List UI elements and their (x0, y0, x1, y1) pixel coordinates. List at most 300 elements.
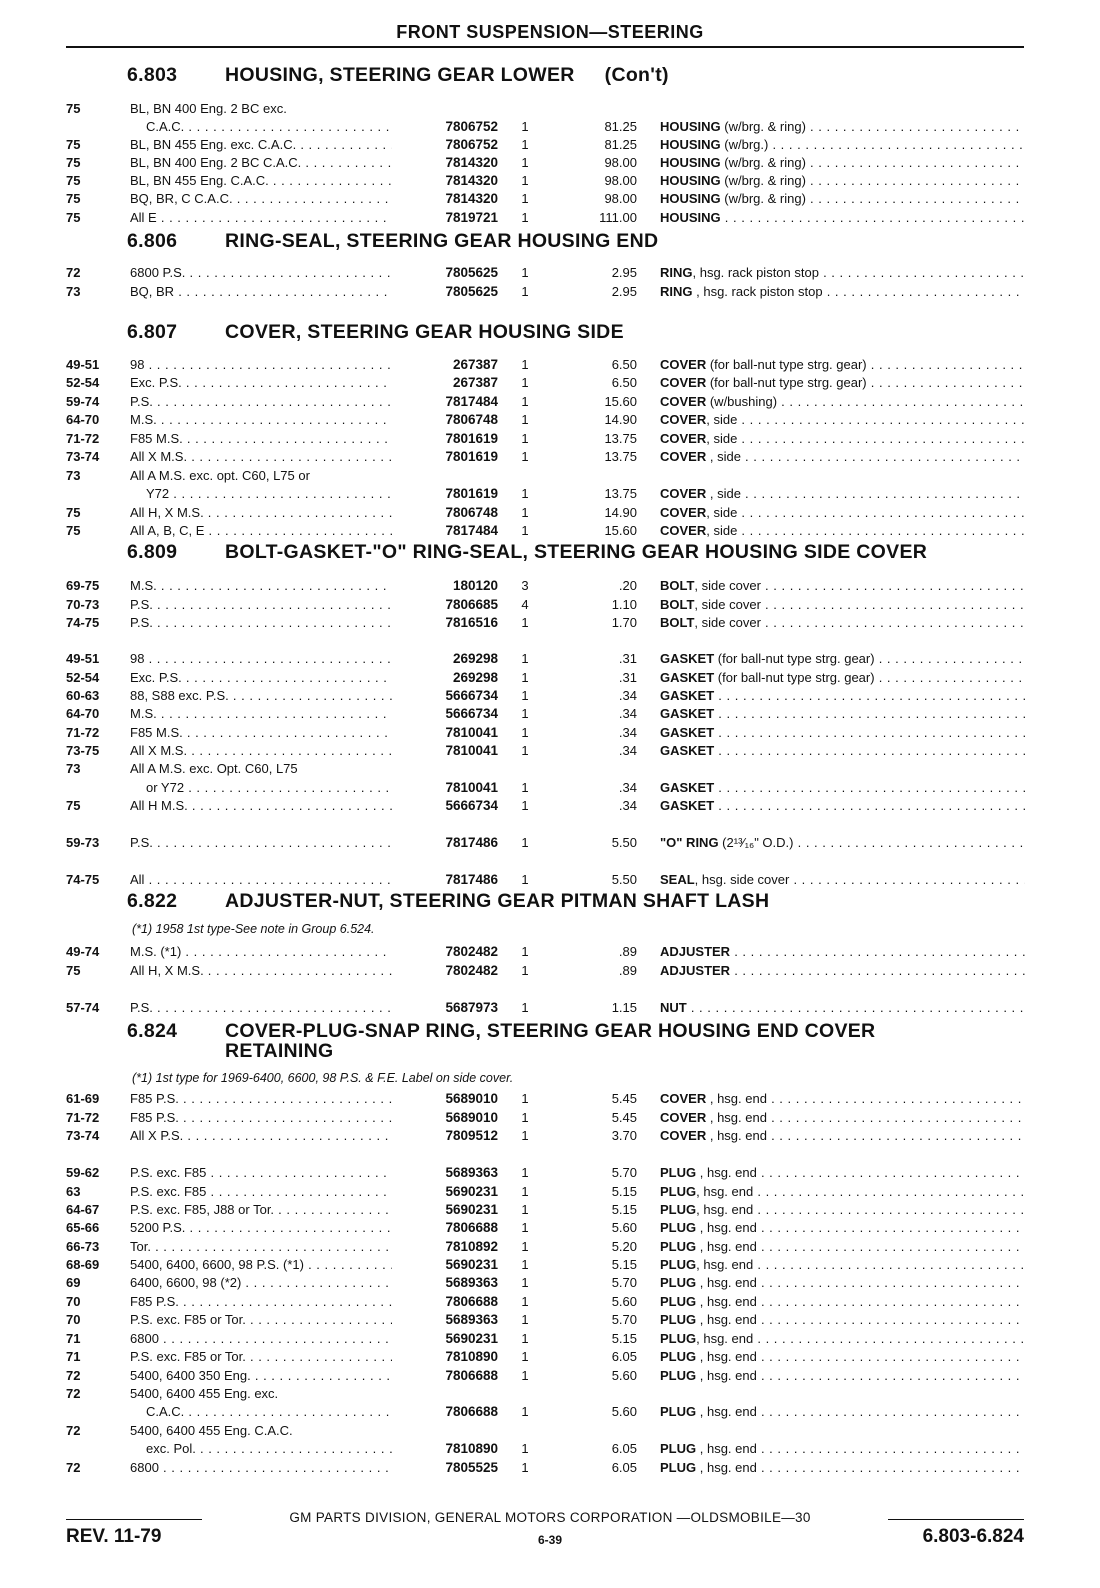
row-description (660, 1403, 1025, 1421)
table-row (0, 100, 1100, 118)
row-price: 5.70 (611, 1275, 637, 1290)
footer-page-number: 6-39 (537, 1533, 563, 1547)
row-price: 5.60 (611, 1294, 637, 1309)
row-description-name: ADJUSTER (660, 963, 731, 978)
row-quantity: 1 (521, 780, 529, 795)
row-description-name: ADJUSTER (660, 944, 731, 959)
row-quantity: 1 (521, 743, 529, 758)
row-description-detail: , hsg. end . . . (696, 1294, 1025, 1309)
row-years: 69 (66, 1275, 81, 1290)
row-part-number: 7806752 (445, 137, 498, 152)
section-number: 6.803 (127, 64, 178, 86)
row-years: 72 (66, 1386, 81, 1401)
row-application: C.A.C. . . . (146, 118, 392, 136)
table-row (0, 1385, 1100, 1403)
row-description (660, 724, 1025, 742)
row-part-number: 5687973 (445, 1000, 498, 1015)
row-description-detail: , hsg. end . . . (696, 1404, 1025, 1419)
row-description (660, 1348, 1025, 1366)
row-application: P.S. exc. F85 or Tor. . . . (130, 1311, 392, 1329)
row-part-number: 7810041 (445, 725, 498, 740)
row-quantity: 1 (521, 173, 529, 188)
table-row (0, 1367, 1100, 1385)
row-price: .31 (618, 670, 637, 685)
row-price: 13.75 (604, 449, 637, 464)
row-part-number: 7814320 (445, 173, 498, 188)
row-description-name: GASKET (660, 706, 715, 721)
row-description-name: SEAL (660, 872, 695, 887)
row-description (660, 504, 1025, 522)
row-years: 72 (66, 1368, 81, 1383)
row-years: 59-62 (66, 1165, 100, 1180)
row-description (660, 448, 1025, 466)
row-quantity: 1 (521, 1257, 529, 1272)
footer-publisher: GM PARTS DIVISION, GENERAL MOTORS CORPORATION —OLDSMOBILE—30 (289, 1510, 811, 1525)
section-note: (*1) 1st type for 1969-6400, 6600, 98 P.S. & F.E. Label on side cover. (132, 1071, 514, 1085)
row-quantity: 1 (521, 706, 529, 721)
row-description-detail: , hsg. side cover . . . (695, 872, 1025, 887)
table-row (0, 962, 1100, 980)
row-description (660, 393, 1025, 411)
row-part-number: 7817486 (445, 872, 498, 887)
row-price: .34 (618, 688, 637, 703)
row-part-number: 7810890 (445, 1349, 498, 1364)
row-part-number: 7806748 (445, 505, 498, 520)
row-quantity: 1 (521, 505, 529, 520)
row-years: 75 (66, 101, 81, 116)
row-years: 64-67 (66, 1202, 100, 1217)
row-part-number: 7801619 (445, 431, 498, 446)
table-row (0, 1440, 1100, 1458)
row-description (660, 154, 1025, 172)
row-application: Tor. . . . (130, 1238, 392, 1256)
row-years: 75 (66, 523, 81, 538)
row-years: 73 (66, 284, 81, 299)
row-description (660, 742, 1025, 760)
table-row (0, 999, 1100, 1017)
row-description-detail (730, 963, 1025, 978)
row-quantity: 1 (521, 688, 529, 703)
row-description-detail: , side . . . (706, 523, 1025, 538)
row-quantity: 1 (521, 1441, 529, 1456)
table-row (0, 742, 1100, 760)
table-row (0, 1219, 1100, 1237)
row-price: 5.60 (611, 1368, 637, 1383)
section-title-line2: RETAINING (225, 1040, 334, 1062)
row-description-detail (714, 706, 1025, 721)
row-years: 72 (66, 265, 81, 280)
row-price: 2.95 (611, 284, 637, 299)
row-description (660, 1090, 1025, 1108)
row-description (660, 136, 1025, 154)
row-part-number: 5666734 (445, 688, 498, 703)
row-quantity: 1 (521, 670, 529, 685)
row-description-detail: , hsg. end . . . (696, 1331, 1025, 1346)
section-title-text: COVER-PLUG-SNAP RING, STEERING GEAR HOUSING END COVER (225, 1020, 876, 1042)
row-price: .89 (618, 944, 637, 959)
row-part-number: 269298 (452, 670, 498, 685)
row-quantity: 1 (521, 615, 529, 630)
row-application: Y72 . . . (146, 485, 392, 503)
row-description-detail: , hsg. end . . . (696, 1312, 1025, 1327)
row-description-detail: (w/bushing) . . . (706, 394, 1025, 409)
table-row (0, 834, 1100, 852)
row-application: 5400, 6400 455 Eng. exc. (130, 1386, 279, 1401)
row-quantity: 1 (521, 1091, 529, 1106)
row-description-name: COVER (660, 523, 707, 538)
table-row (0, 1293, 1100, 1311)
table-row (0, 1274, 1100, 1292)
row-application: M.S. . . . (130, 411, 392, 429)
row-application: All X M.S. . . . (130, 448, 392, 466)
table-row (0, 1256, 1100, 1274)
row-description (660, 411, 1025, 429)
table-row (0, 943, 1100, 961)
row-part-number: 5690231 (445, 1184, 498, 1199)
section-number: 6.806 (127, 230, 178, 252)
table-row (0, 1459, 1100, 1477)
row-part-number: 7806688 (445, 1368, 498, 1383)
row-application: M.S. (*1) . . . (130, 943, 392, 961)
row-price: 6.50 (611, 375, 637, 390)
section-note: (*1) 1958 1st type-See note in Group 6.524. (132, 922, 375, 936)
row-description-name: PLUG (660, 1441, 697, 1456)
row-application: Exc. P.S. . . . (130, 669, 392, 687)
table-row (0, 669, 1100, 687)
table-row (0, 522, 1100, 540)
row-description-detail: (w/brg.) . . . (721, 137, 1025, 152)
row-price: 6.05 (611, 1441, 637, 1456)
row-description-name: BOLT (660, 578, 695, 593)
row-quantity: 1 (521, 1165, 529, 1180)
row-years: 71-72 (66, 1110, 100, 1125)
table-row (0, 356, 1100, 374)
table-row (0, 430, 1100, 448)
row-quantity: 1 (521, 944, 529, 959)
table-row (0, 1311, 1100, 1329)
row-quantity: 1 (521, 1349, 529, 1364)
section-title-text: HOUSING, STEERING GEAR LOWER (225, 64, 575, 86)
section-title-text: ADJUSTER-NUT, STEERING GEAR PITMAN SHAFT LASH (225, 890, 770, 912)
row-description (660, 264, 1025, 282)
row-years: 52-54 (66, 375, 100, 390)
page-header-title: FRONT SUSPENSION—STEERING (396, 22, 704, 42)
row-description-name: COVER (660, 1091, 707, 1106)
row-years: 75 (66, 155, 81, 170)
row-quantity: 1 (521, 210, 529, 225)
row-description-name: PLUG (660, 1312, 697, 1327)
section-title-text: RING-SEAL, STEERING GEAR HOUSING END (225, 230, 659, 252)
row-price: 5.60 (611, 1220, 637, 1235)
table-row (0, 264, 1100, 282)
row-description-name: COVER (660, 449, 707, 464)
row-application: All E . . . (130, 209, 392, 227)
row-price: .34 (618, 706, 637, 721)
row-description-detail: , hsg. end . . . (706, 1128, 1025, 1143)
row-description-detail (730, 944, 1025, 959)
row-description-name: HOUSING (660, 137, 721, 152)
row-years: 73-75 (66, 743, 100, 758)
row-application: P.S. exc. F85, J88 or Tor. . . . (130, 1201, 392, 1219)
row-application: 5400, 6400, 6600, 98 P.S. (*1) . . . (130, 1256, 392, 1274)
table-row (0, 779, 1100, 797)
row-description (660, 356, 1025, 374)
row-description (660, 172, 1025, 190)
row-part-number: 7817486 (445, 835, 498, 850)
row-description-detail: , hsg. rack piston stop . . . (693, 284, 1026, 299)
row-application: F85 P.S. . . . (130, 1293, 392, 1311)
row-description-detail (714, 743, 1025, 758)
row-application: F85 P.S. . . . (130, 1109, 392, 1127)
row-years: 75 (66, 505, 81, 520)
row-application: or Y72 . . . (146, 779, 392, 797)
table-row (0, 577, 1100, 595)
table-row (0, 1422, 1100, 1440)
row-application: All H, X M.S. . . . (130, 962, 392, 980)
row-description-name: RING (660, 265, 693, 280)
row-quantity: 1 (521, 1110, 529, 1125)
row-description (660, 614, 1025, 632)
row-application: BL, BN 455 Eng. exc. C.A.C. . . . (130, 136, 392, 154)
row-quantity: 1 (521, 1368, 529, 1383)
row-quantity: 1 (521, 265, 529, 280)
row-description-name: HOUSING (660, 191, 721, 206)
row-price: .34 (618, 743, 637, 758)
table-row (0, 118, 1100, 136)
row-application: P.S. . . . (130, 834, 392, 852)
row-years: 75 (66, 137, 81, 152)
row-quantity: 1 (521, 137, 529, 152)
row-part-number: 5689010 (445, 1091, 498, 1106)
row-application: P.S. . . . (130, 614, 392, 632)
row-application: 6800 . . . (130, 1330, 392, 1348)
row-part-number: 5689363 (445, 1165, 498, 1180)
row-price: 6.05 (611, 1460, 637, 1475)
row-application: All A M.S. exc. Opt. C60, L75 (130, 761, 298, 776)
row-quantity: 1 (521, 412, 529, 427)
row-years: 52-54 (66, 670, 100, 685)
section-heading (127, 1020, 876, 1062)
row-application: P.S. . . . (130, 596, 392, 614)
row-years: 69-75 (66, 578, 100, 593)
table-row (0, 1090, 1100, 1108)
table-row (0, 1183, 1100, 1201)
row-years: 70-73 (66, 597, 100, 612)
row-years: 73 (66, 761, 81, 776)
row-part-number: 5690231 (445, 1257, 498, 1272)
header-rule (66, 46, 1024, 48)
row-part-number: 7806752 (445, 119, 498, 134)
row-description (660, 577, 1025, 595)
row-quantity: 1 (521, 1220, 529, 1235)
row-application: P.S. exc. F85 . . . (130, 1164, 392, 1182)
row-quantity: 1 (521, 357, 529, 372)
row-description-detail: , hsg. end . . . (696, 1239, 1025, 1254)
row-description-detail: , hsg. end . . . (696, 1165, 1025, 1180)
row-part-number: 5666734 (445, 798, 498, 813)
row-description-detail: , hsg. end . . . (696, 1460, 1025, 1475)
row-description-detail: , hsg. end . . . (696, 1257, 1025, 1272)
row-application: 6800 P.S. . . . (130, 264, 392, 282)
row-description (660, 485, 1025, 503)
row-part-number: 5690231 (445, 1331, 498, 1346)
row-application: All X P.S. . . . (130, 1127, 392, 1145)
section-heading (127, 542, 927, 562)
row-description (660, 999, 1025, 1017)
row-price: 5.15 (611, 1202, 637, 1217)
row-description (660, 1201, 1025, 1219)
section-number: 6.824 (127, 1020, 178, 1042)
row-part-number: 7810892 (445, 1239, 498, 1254)
row-part-number: 7806688 (445, 1220, 498, 1235)
row-description (660, 650, 1025, 668)
row-description-name: COVER (660, 1110, 707, 1125)
table-row (0, 190, 1100, 208)
table-row (0, 1403, 1100, 1421)
row-description-detail: (w/brg. & ring) . . . (721, 173, 1025, 188)
row-price: 15.60 (604, 394, 637, 409)
row-price: 98.00 (604, 173, 637, 188)
row-description-name: PLUG (660, 1257, 697, 1272)
footer-section-range: 6.803-6.824 (922, 1526, 1024, 1547)
row-description-name: COVER (660, 394, 707, 409)
row-description (660, 1164, 1025, 1182)
row-price: 2.95 (611, 265, 637, 280)
row-quantity: 1 (521, 1202, 529, 1217)
row-part-number: 7806688 (445, 1404, 498, 1419)
row-part-number: 7806688 (445, 1294, 498, 1309)
row-price: 5.45 (611, 1091, 637, 1106)
row-application: BL, BN 455 Eng. C.A.C. . . . (130, 172, 392, 190)
row-description-name: HOUSING (660, 119, 721, 134)
section-number: 6.822 (127, 890, 178, 912)
row-quantity: 1 (521, 431, 529, 446)
row-application: BL, BN 400 Eng. 2 BC exc. (130, 101, 287, 116)
row-price: 14.90 (604, 505, 637, 520)
row-price: 14.90 (604, 412, 637, 427)
row-price: 1.10 (611, 597, 637, 612)
row-description-name: GASKET (660, 688, 715, 703)
row-application: P.S. exc. F85 . . . (130, 1183, 392, 1201)
row-description-name: PLUG (660, 1294, 697, 1309)
row-application: BQ, BR, C C.A.C. . . . (130, 190, 392, 208)
row-years: 49-74 (66, 944, 100, 959)
row-quantity: 3 (521, 578, 529, 593)
row-years: 49-51 (66, 357, 100, 372)
table-row (0, 1201, 1100, 1219)
row-years: 74-75 (66, 615, 100, 630)
row-description (660, 283, 1025, 301)
row-years: 71 (66, 1331, 81, 1346)
row-description-detail: (2¹³⁄₁₆" O.D.) . . . (719, 835, 1025, 850)
row-description-detail: , side cover . . . (694, 615, 1025, 630)
row-description-name: PLUG (660, 1331, 697, 1346)
row-description (660, 871, 1025, 889)
table-row (0, 448, 1100, 466)
table-row (0, 687, 1100, 705)
row-years: 66-73 (66, 1239, 100, 1254)
row-description-detail: (for ball-nut type strg. gear) . . . (714, 670, 1025, 685)
row-quantity: 1 (521, 963, 529, 978)
row-quantity: 1 (521, 651, 529, 666)
row-quantity: 1 (521, 872, 529, 887)
row-description-name: PLUG (660, 1202, 697, 1217)
row-quantity: 1 (521, 523, 529, 538)
row-application: F85 M.S. . . . (130, 430, 392, 448)
row-description-detail (714, 798, 1025, 813)
row-application: 98 . . . (130, 650, 392, 668)
row-part-number: 5690231 (445, 1202, 498, 1217)
row-description (660, 1311, 1025, 1329)
row-description-name: PLUG (660, 1368, 697, 1383)
row-years: 75 (66, 798, 81, 813)
row-description (660, 1274, 1025, 1292)
row-years: 59-74 (66, 394, 100, 409)
row-description (660, 1330, 1025, 1348)
row-price: 13.75 (604, 431, 637, 446)
row-description-name: PLUG (660, 1165, 697, 1180)
row-years: 75 (66, 173, 81, 188)
row-price: 98.00 (604, 191, 637, 206)
row-quantity: 1 (521, 486, 529, 501)
row-application: M.S. . . . (130, 705, 392, 723)
row-price: 81.25 (604, 137, 637, 152)
row-application: All A, B, C, E . . . (130, 522, 392, 540)
row-price: .34 (618, 780, 637, 795)
row-price: 111.00 (599, 210, 637, 225)
row-description-detail: , hsg. end . . . (706, 1091, 1025, 1106)
row-description (660, 943, 1025, 961)
row-description-name: GASKET (660, 670, 715, 685)
row-part-number: 7805525 (445, 1460, 498, 1475)
footer-revision: REV. 11-79 (66, 1526, 162, 1547)
row-years: 63 (66, 1184, 81, 1199)
row-application: F85 P.S. . . . (130, 1090, 392, 1108)
row-description-name: COVER (660, 1128, 707, 1143)
row-part-number: 7801619 (445, 449, 498, 464)
row-price: 5.60 (611, 1404, 637, 1419)
row-part-number: 7810041 (445, 743, 498, 758)
row-part-number: 7801619 (445, 486, 498, 501)
row-years: 75 (66, 963, 81, 978)
table-row (0, 172, 1100, 190)
row-price: 5.45 (611, 1110, 637, 1125)
row-price: .20 (618, 578, 637, 593)
row-description-detail: (w/brg. & ring) . . . (721, 155, 1025, 170)
row-application: exc. Pol. . . . (146, 1440, 392, 1458)
row-years: 74-75 (66, 872, 100, 887)
row-part-number: 7817484 (445, 394, 498, 409)
table-row (0, 596, 1100, 614)
row-description-name: GASKET (660, 725, 715, 740)
row-description (660, 834, 1025, 852)
table-row (0, 154, 1100, 172)
row-description-name: PLUG (660, 1404, 697, 1419)
row-description-detail: , hsg. end . . . (696, 1184, 1025, 1199)
row-years: 73-74 (66, 1128, 100, 1143)
row-description-detail: , hsg. end . . . (696, 1220, 1025, 1235)
row-description-name: PLUG (660, 1349, 697, 1364)
row-quantity: 1 (521, 1000, 529, 1015)
table-row (0, 614, 1100, 632)
row-description-detail: (w/brg. & ring) . . . (721, 191, 1025, 206)
section-heading (127, 65, 669, 85)
row-part-number: 7802482 (445, 944, 498, 959)
row-price: 1.70 (611, 615, 637, 630)
row-description (660, 596, 1025, 614)
row-years: 70 (66, 1294, 81, 1309)
row-description (660, 1459, 1025, 1477)
